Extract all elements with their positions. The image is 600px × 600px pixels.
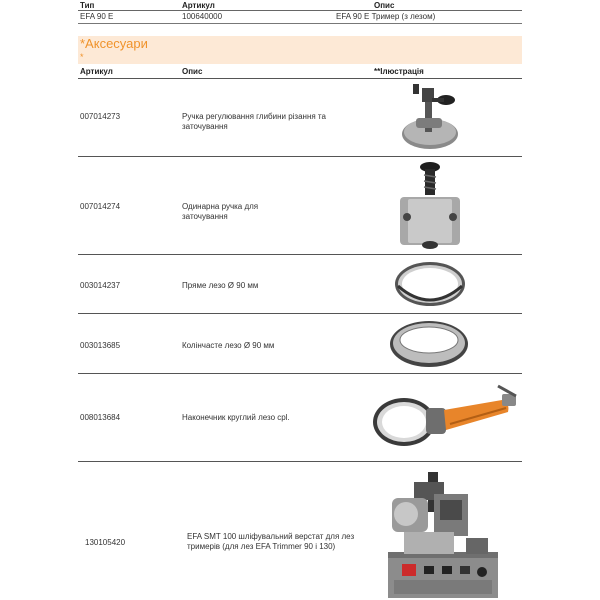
round-blade-tip-icon [370,380,520,456]
table-row [78,314,522,374]
acc-header-article: Артикул [80,67,113,76]
header-article: Артикул [182,1,215,10]
row-description: Наконечник круглий лезо cpl. [182,413,290,422]
product-table-row [78,11,522,24]
table-row [78,157,522,255]
table-row [78,462,522,600]
straight-blade-icon [392,258,468,310]
row-article: 007014273 [80,112,121,121]
product-type: EFA 90 E [80,12,114,21]
accessories-banner [78,36,522,64]
acc-header-description: Опис [182,67,203,76]
table-row [78,255,522,314]
row-article: 007014274 [80,202,121,211]
row-article: 003013685 [80,341,121,350]
accessories-title: *Аксесуари [80,36,148,51]
row-description: Колінчасте лезо Ø 90 мм [182,341,275,350]
row-description: Одинарна ручка для заточування [182,202,259,221]
bent-blade-icon [388,318,470,370]
product-description: EFA 90 E Тример (з лезом) [336,12,436,21]
depth-handle-icon [394,82,474,154]
row-article: 003014237 [80,281,121,290]
accessories-title-star: * [80,52,84,62]
row-article: 008013684 [80,413,121,422]
table-row [78,79,522,157]
header-description: Опис [374,1,395,10]
product-table-header [78,0,522,11]
row-description: Пряме лезо Ø 90 мм [182,281,259,290]
row-description: Ручка регулювання глибини різання та заточування [182,112,326,131]
header-type: Тип [80,1,95,10]
product-article: 100640000 [182,12,223,21]
table-row [78,374,522,462]
row-description: EFA SMT 100 шліфувальний верстат для лез тримерів (для лез EFA Trimmer 90 і 130) [187,532,355,551]
grinding-machine-icon [384,468,502,600]
row-article: 130105420 [85,538,126,547]
acc-header-illustration: **Ілюстрація [374,67,424,76]
accessories-table-header [78,66,522,79]
sharpening-handle-icon [394,161,466,251]
